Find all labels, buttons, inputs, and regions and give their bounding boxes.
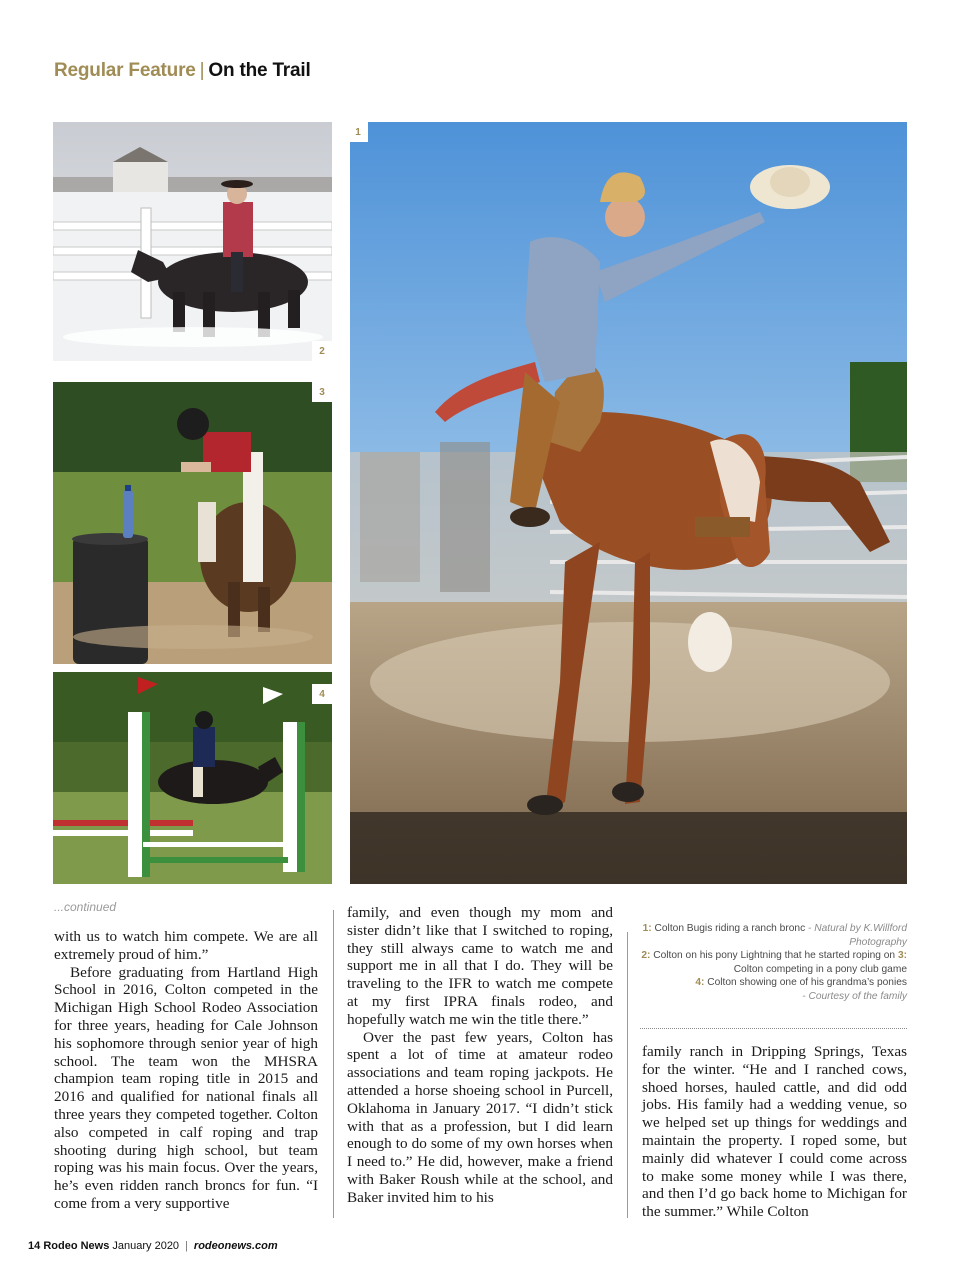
- feature-title: On the Trail: [208, 60, 311, 81]
- caption-text: Colton on his pony Lightning that he started roping on: [653, 950, 896, 961]
- article-column-3: [642, 1043, 907, 1221]
- photo-credit: - Natural by K.Willford Photography: [808, 923, 907, 948]
- article-column-2: [347, 904, 613, 1207]
- paragraph: family, and even though my mom and sister didn’t like that I switched to roping, they still always came to watch me and support me in all that I do. They will be traveling to the IFR to watch me compete at my first IPRA finals rodeo, and hopefully watch me win the title there.”: [347, 904, 613, 1028]
- ranch-bronc-photo: [350, 122, 907, 884]
- caption-number: 2:: [641, 950, 651, 961]
- caption-1: [636, 922, 907, 949]
- photo-number-tag: 1: [350, 122, 368, 142]
- column-divider: [627, 932, 628, 1218]
- paragraph: Before graduating from Hartland High School in 2016, Colton competed in the Michigan High School Rodeo Association for three years, heading for Cale Johnson his sophomore through senior year of high school. The team won the MHSRA champion team roping title in 2015 and 2016 and qualified for national finals all three years they competed together. Colton also competed in calf roping and trap shooting during high school, but team roping was his main focus. Over the years, he’s even ridden ranch broncs for fun. “I come from a very supportive: [54, 963, 318, 1212]
- section-header: [54, 60, 311, 82]
- caption-text: Colton Bugis riding a ranch bronc: [654, 923, 806, 934]
- page-number: 14: [28, 1240, 41, 1252]
- pony-club-game-photo: [53, 382, 332, 664]
- column-divider: [333, 910, 334, 1218]
- paragraph: Over the past few years, Colton has spent a lot of time at amateur rodeo associations and team roping jackpots. He attended a horse shoeing school in Purcell, Oklahoma in January 2017. “I didn’t stick with that as a profession, but I did learn enough to do some of my own horses when I need to.” He did, however, make a friend with Baker Roush while at the school, and Baker invited him to his: [347, 1028, 613, 1206]
- caption-number: 1:: [642, 923, 652, 934]
- website-link[interactable]: rodeonews.com: [193, 1240, 278, 1252]
- caption-number: 3:: [897, 950, 907, 961]
- magazine-name: Rodeo News: [43, 1240, 110, 1252]
- caption-2-3: [636, 949, 907, 976]
- continued-marker: ...continued: [54, 900, 117, 914]
- article-column-1: [54, 928, 318, 1213]
- page-footer: [28, 1240, 278, 1252]
- caption-4: [636, 976, 907, 990]
- section-label: Regular Feature: [54, 60, 196, 81]
- caption-number: 4:: [695, 977, 705, 988]
- photo-number-tag: 3: [312, 382, 332, 402]
- pony-jumping-photo: [53, 672, 332, 884]
- caption-text: Colton showing one of his grandma’s ponies: [707, 977, 907, 988]
- snow-pony-photo: [53, 122, 332, 361]
- paragraph: with us to watch him compete. We are all extremely proud of him.”: [54, 928, 318, 963]
- photo-number-tag: 2: [312, 341, 332, 361]
- paragraph: family ranch in Dripping Springs, Texas for the winter. “He and I ranched cows, shoed horses, hauled cattle, and did odd jobs. His family had a wedding venue, so we helped set up things for weddings and maintain the property. I roped some, but mainly did whatever I could come across to make some money while I was there, and then I’d go back home to Michigan for the summer.” While Colton: [642, 1043, 907, 1221]
- issue-date: January 2020: [112, 1240, 180, 1252]
- photo-captions: [636, 922, 907, 1003]
- header-separator: |: [199, 60, 205, 81]
- photo-number-tag: 4: [312, 684, 332, 704]
- footer-separator: |: [185, 1240, 188, 1252]
- caption-text: Colton competing in a pony club game: [733, 963, 907, 975]
- caption-divider: [640, 1028, 907, 1029]
- photo-credit: - Courtesy of the family: [802, 990, 907, 1002]
